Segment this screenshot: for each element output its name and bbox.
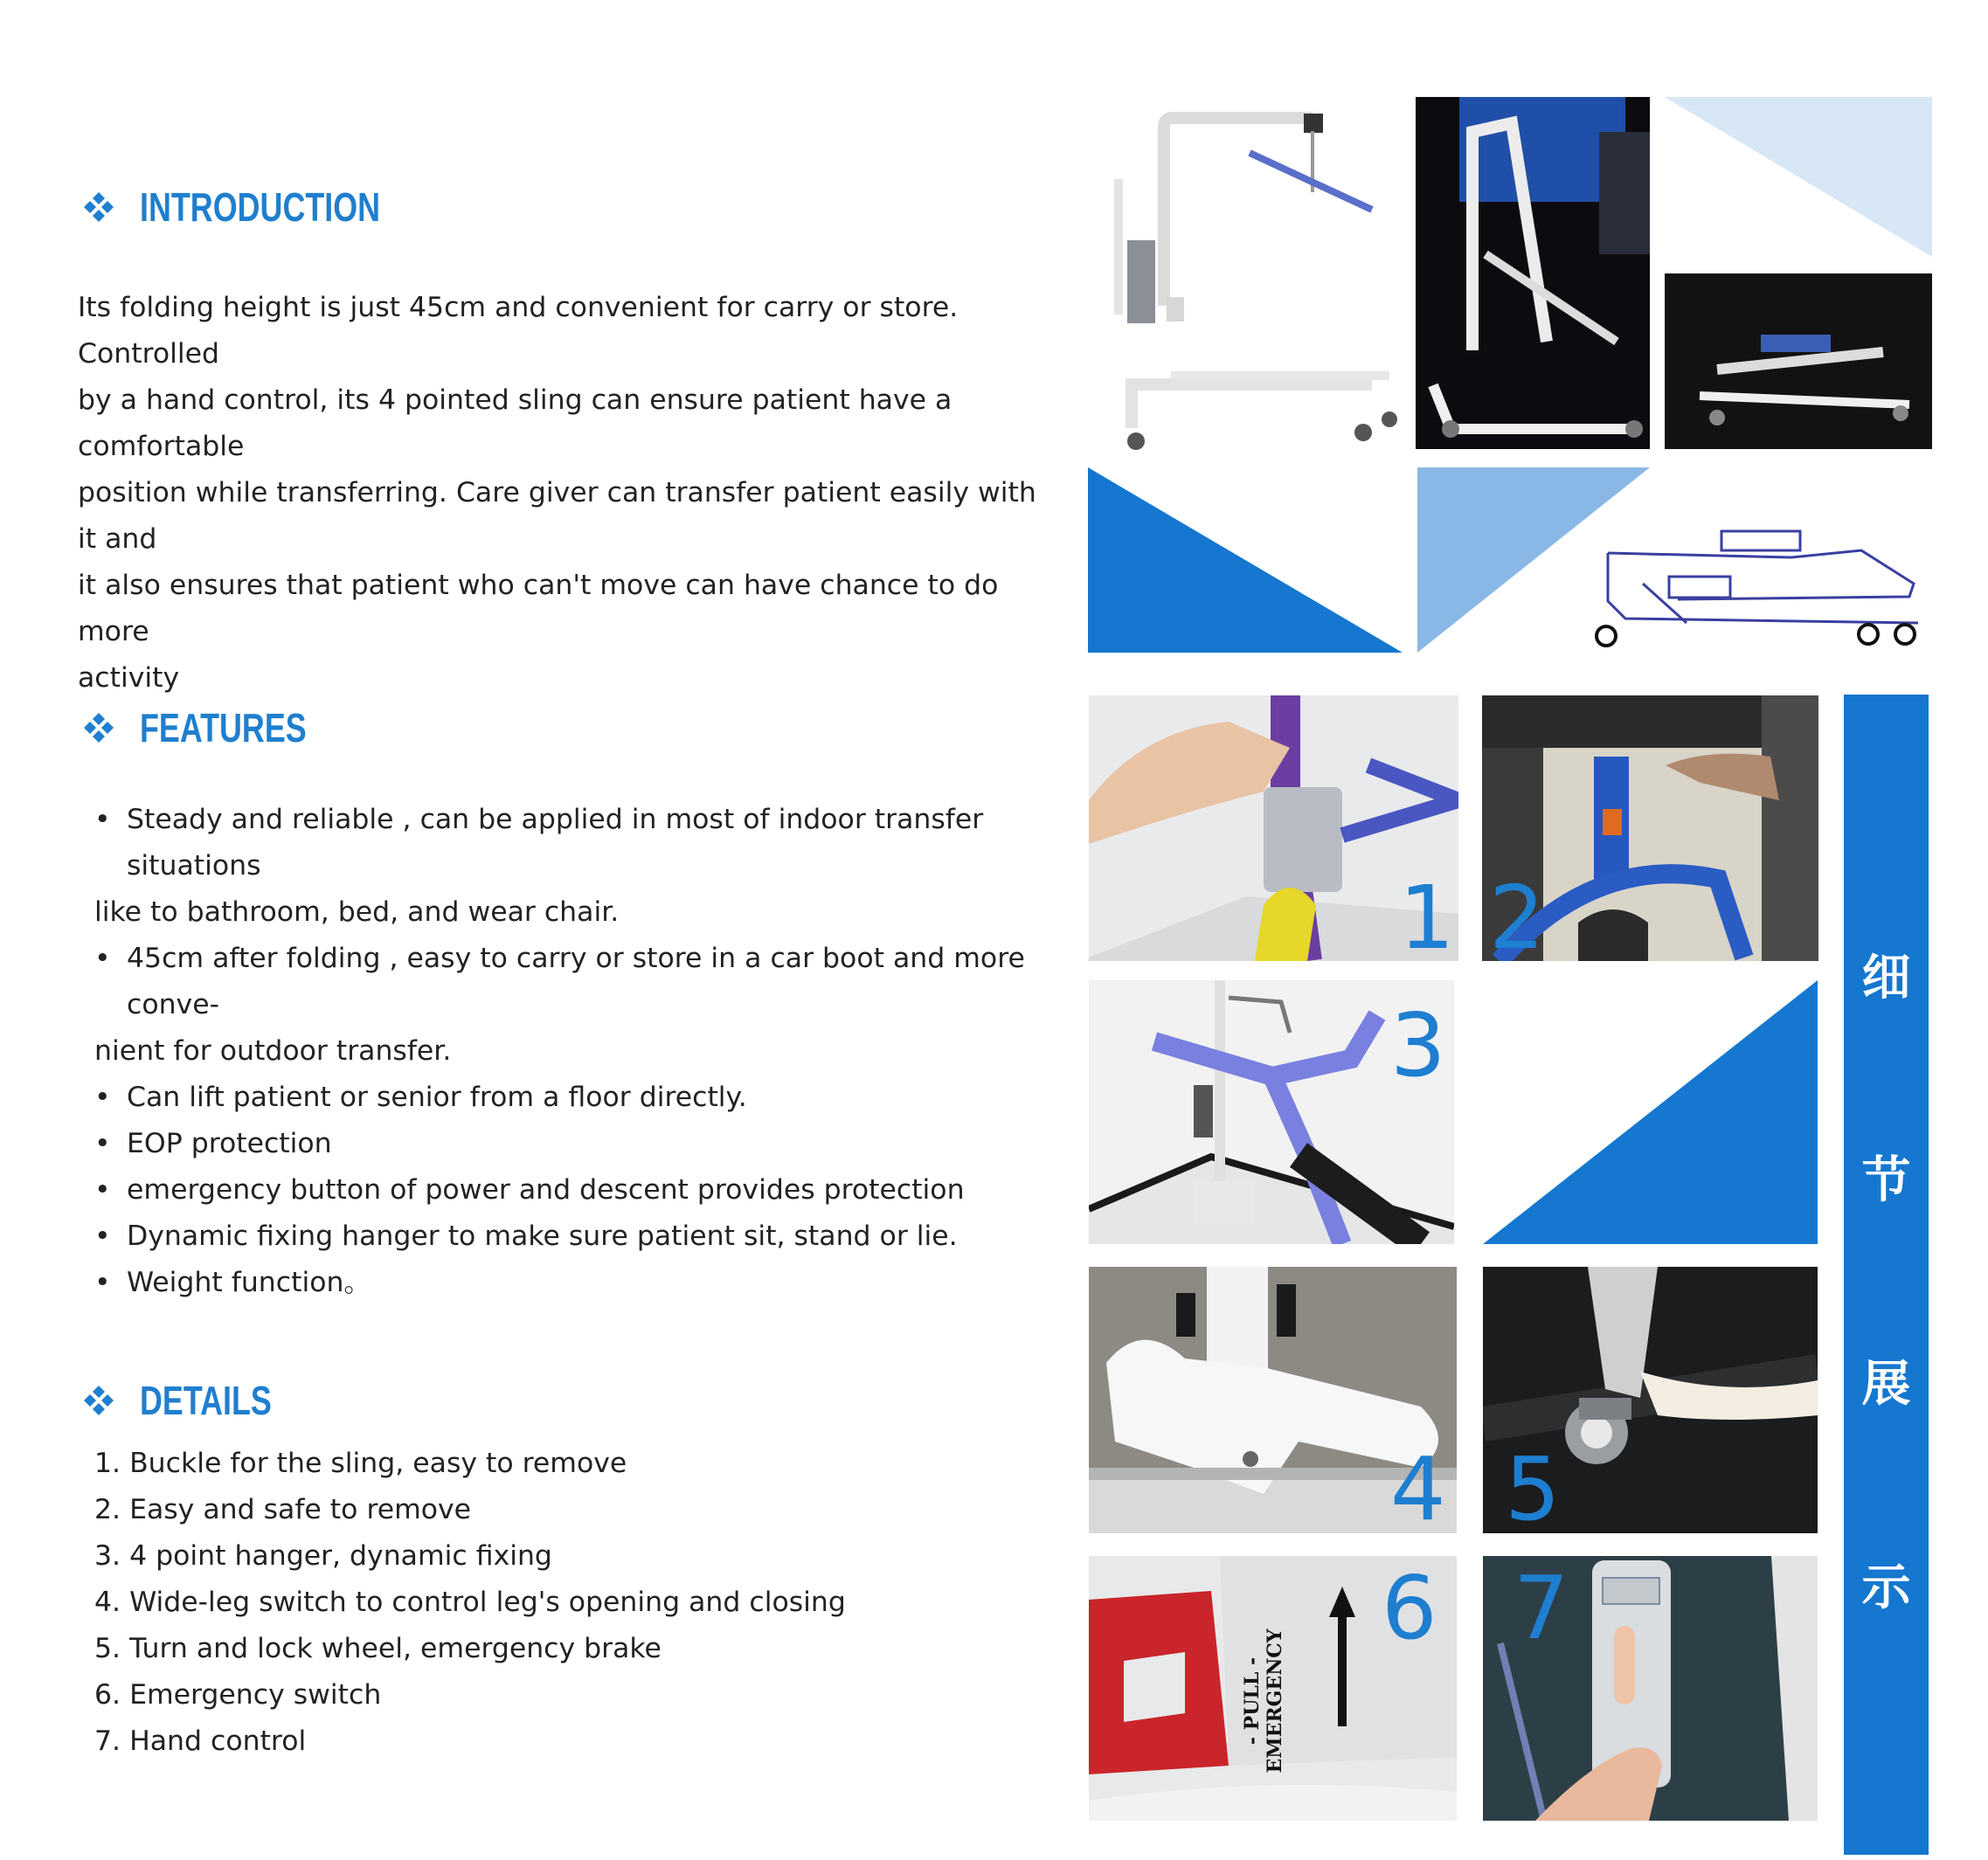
- photo-number: 5: [1505, 1438, 1561, 1533]
- intro-line: it also ensures that patient who can't move can have chance to do more: [78, 570, 999, 647]
- feature-item: • emergency button of power and descent provides protection: [94, 1174, 965, 1206]
- feature-item: • 45cm after folding , easy to carry or store in a car boot and more conve- nient for outdoor transfer.: [94, 943, 1025, 1067]
- feature-item: • Dynamic fixing hanger to make sure patient sit, stand or lie.: [94, 1220, 958, 1252]
- introduction-paragraph: [78, 285, 1048, 702]
- introduction-heading: [84, 183, 448, 231]
- photo-number: 2: [1489, 867, 1545, 961]
- detail-item: 6. Emergency switch: [94, 1679, 382, 1711]
- features-heading: [84, 704, 354, 751]
- band-char: 示: [1861, 1559, 1911, 1616]
- detail-photo-2: [1482, 695, 1818, 961]
- four-diamond-icon: [84, 713, 114, 743]
- introduction-title: INTRODUCTION: [140, 184, 381, 230]
- intro-line: activity: [78, 662, 180, 694]
- feature-item: • Weight function。: [94, 1267, 371, 1298]
- detail-item: 7. Hand control: [94, 1725, 307, 1757]
- detail-item: 1. Buckle for the sling, easy to remove: [94, 1448, 627, 1479]
- photo-number: 4: [1390, 1438, 1446, 1533]
- feature-item: • EOP protection: [94, 1128, 332, 1159]
- band-char: 细: [1861, 950, 1911, 1006]
- folded-lift-photo: [1665, 273, 1932, 449]
- intro-line: by a hand control, its 4 pointed sling can ensure patient have a comfortable: [78, 384, 952, 462]
- intro-line: Its folding height is just 45cm and convenient for carry or store. Controlled: [78, 292, 959, 370]
- detail-item: 4. Wide-leg switch to control leg's opening and closing: [94, 1587, 846, 1618]
- folded-lift-drawing: [1590, 522, 1933, 652]
- four-diamond-icon: [84, 1386, 114, 1415]
- feature-item: • Can lift patient or senior from a floor directly.: [94, 1082, 747, 1113]
- lift-indoor-photo: [1416, 97, 1650, 449]
- intro-line: position while transferring. Care giver can transfer patient easily with it and: [78, 477, 1036, 555]
- features-list: [94, 797, 1056, 1306]
- pale-blue-triangle: [1665, 97, 1932, 257]
- blue-triangle: [1483, 980, 1818, 1244]
- detail-photo-5: [1483, 1267, 1818, 1533]
- emergency-pull-label: - PULL - EMERGENCY: [1241, 1628, 1286, 1774]
- details-title: DETAILS: [140, 1378, 272, 1423]
- band-char: 展: [1861, 1356, 1911, 1413]
- detail-photo-4: [1089, 1267, 1457, 1533]
- detail-item: 3. 4 point hanger, dynamic fixing: [94, 1540, 552, 1572]
- feature-item: • Steady and reliable , can be applied in most of indoor transfer situations like to bathroom, bed, and wear chair.: [94, 804, 984, 928]
- band-char: 节: [1861, 1152, 1911, 1209]
- photo-number: 7: [1514, 1557, 1569, 1659]
- photo-number: 6: [1382, 1557, 1437, 1659]
- photo-number: 3: [1390, 994, 1446, 1096]
- photo-number: 1: [1399, 867, 1455, 961]
- details-list: [94, 1441, 846, 1765]
- details-heading: [84, 1377, 308, 1424]
- detail-photo-6: [1089, 1556, 1457, 1821]
- features-title: FEATURES: [140, 705, 307, 750]
- blue-triangle: [1088, 467, 1403, 653]
- detail-photo-1: [1089, 695, 1458, 961]
- detail-display-band: [1844, 695, 1929, 1855]
- detail-item: 5. Turn and lock wheel, emergency brake: [94, 1633, 662, 1664]
- patient-lift-photo: [1084, 96, 1398, 463]
- detail-photo-3: [1089, 980, 1454, 1244]
- four-diamond-icon: [84, 192, 114, 222]
- detail-item: 2. Easy and safe to remove: [94, 1494, 472, 1525]
- detail-photo-7: [1483, 1556, 1818, 1821]
